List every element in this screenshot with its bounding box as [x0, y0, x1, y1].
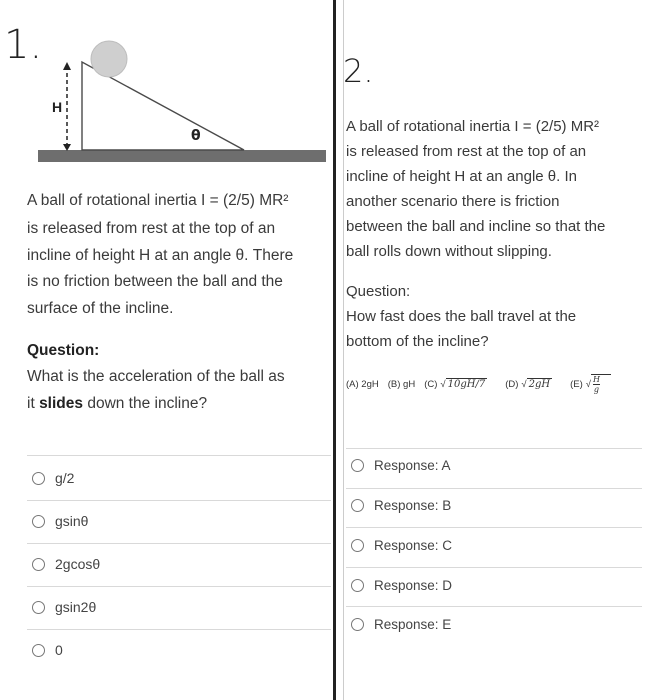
- problem-1-line-3: incline of height H at an angle θ. There: [27, 247, 294, 264]
- problem-1-line-4: is no friction between the ball and the: [27, 273, 283, 290]
- panel-divider: [333, 0, 336, 700]
- angle-label: θ: [191, 128, 201, 144]
- problem-2-line-1: A ball of rotational inertia I = (2/5) MR²: [346, 118, 600, 135]
- option-1-c[interactable]: 2gcosθ: [32, 556, 100, 572]
- radio-icon[interactable]: [32, 558, 45, 571]
- incline-diagram: [0, 0, 333, 175]
- radio-icon[interactable]: [32, 472, 45, 485]
- radio-icon[interactable]: [351, 579, 364, 592]
- question-2-line-2: bottom of the incline?: [346, 333, 489, 350]
- choice-e: (E) √ H g: [570, 374, 620, 394]
- question-1-label: Question:: [27, 342, 100, 359]
- answer-choices: [346, 374, 629, 394]
- height-arrow-top: [63, 62, 71, 70]
- question-2-number: 2.: [343, 52, 374, 90]
- problem-1-line-2: is released from rest at the top of an: [27, 220, 276, 237]
- option-1-e[interactable]: 0: [32, 642, 63, 658]
- radio-icon[interactable]: [32, 644, 45, 657]
- ground: [38, 150, 326, 162]
- option-1-a[interactable]: g/2: [32, 470, 74, 486]
- choice-b: (B) gH: [387, 378, 416, 390]
- radio-icon[interactable]: [351, 539, 364, 552]
- height-label: H: [52, 99, 63, 115]
- question-1-number: 1.: [4, 22, 43, 68]
- problem-1-line-5: surface of the incline.: [27, 300, 174, 317]
- question-2-label: Question:: [346, 283, 411, 300]
- question-1-line-1: What is the acceleration of the ball as: [27, 368, 285, 385]
- problem-2-line-6: ball rolls down without slipping.: [346, 243, 552, 260]
- radio-icon[interactable]: [351, 459, 364, 472]
- ball: [91, 41, 127, 77]
- option-1-d[interactable]: gsin2θ: [32, 599, 96, 615]
- problem-2-line-4: another scenario there is friction: [346, 193, 560, 210]
- question-2-panel: [337, 0, 646, 700]
- emphasis-slides: slides: [39, 395, 84, 412]
- problem-2-line-3: incline of height H at an angle θ. In: [346, 168, 577, 185]
- height-arrow-bottom: [63, 144, 71, 151]
- option-2-c[interactable]: Response: C: [351, 538, 452, 553]
- problem-2-line-5: between the ball and incline so that the: [346, 218, 606, 235]
- option-2-b[interactable]: Response: B: [351, 498, 451, 513]
- radio-icon[interactable]: [351, 499, 364, 512]
- problem-2-line-2: is released from rest at the top of an: [346, 143, 587, 160]
- question-1-line-2: it slides down the incline?: [27, 395, 208, 412]
- option-2-e[interactable]: Response: E: [351, 617, 451, 632]
- radio-icon[interactable]: [351, 618, 364, 631]
- option-1-b[interactable]: gsinθ: [32, 513, 88, 529]
- option-2-d[interactable]: Response: D: [351, 578, 452, 593]
- choice-d: (D) √ 2gH: [505, 378, 551, 390]
- option-2-a[interactable]: Response: A: [351, 458, 451, 473]
- choice-c: (C) √ 10gH/7: [424, 378, 486, 390]
- radio-icon[interactable]: [32, 515, 45, 528]
- radio-icon[interactable]: [32, 601, 45, 614]
- question-2-line-1: How fast does the ball travel at the: [346, 308, 577, 325]
- choice-a: (A) 2gH: [346, 378, 379, 390]
- problem-1-line-1: A ball of rotational inertia I = (2/5) MR²: [27, 192, 289, 209]
